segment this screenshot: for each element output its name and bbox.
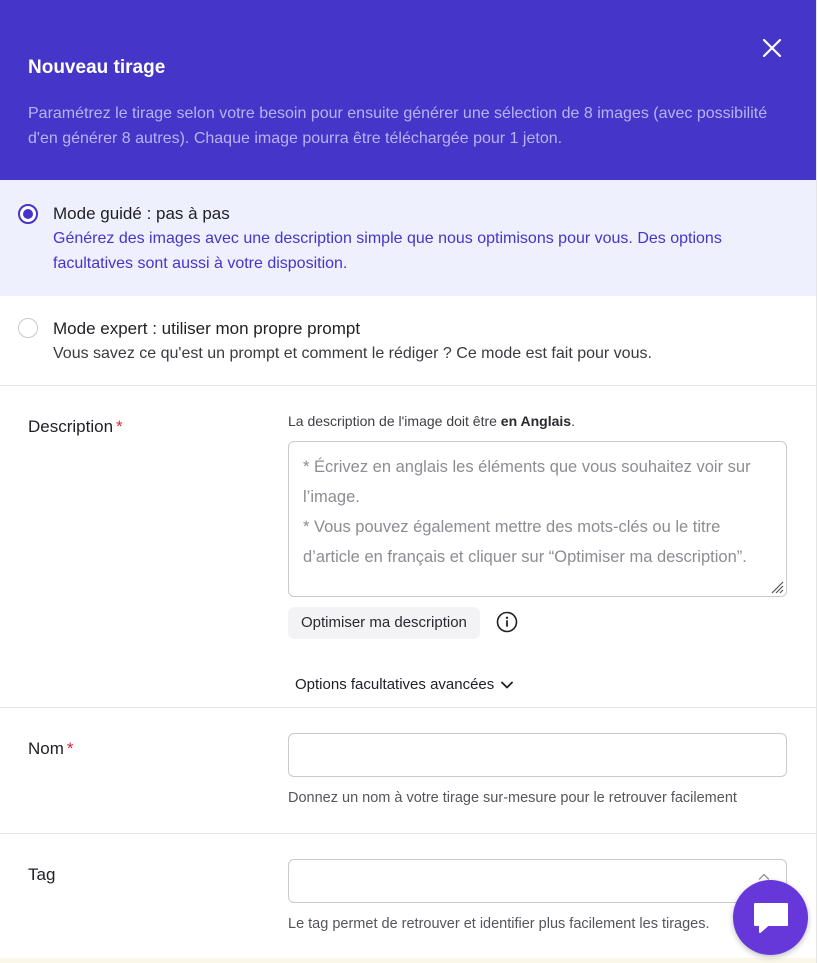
mode-guided-title: Mode guidé : pas à pas (53, 204, 230, 223)
advanced-options-label: Options facultatives avancées (295, 676, 495, 693)
chat-bubble-icon (751, 900, 791, 936)
name-help: Donnez un nom à votre tirage sur-mesure pour le retrouver facilement (288, 790, 737, 806)
modal-header (0, 0, 817, 180)
modal-title: Nouveau tirage (28, 57, 166, 78)
modal-description: Paramétrez le tirage selon votre besoin pour ensuite générer une sélection de 8 images (avec possibilité d'en générer 8 autres). Chaque image pourra être téléchargée pour 1 jeton. (28, 105, 768, 147)
mode-expert-radio[interactable] (18, 318, 38, 338)
description-placeholder-line2: * Vous pouvez également mettre des mots-clés ou le titre d’article en français et cliquer sur “Optimiser ma description”. (303, 518, 747, 566)
required-mark: * (116, 417, 123, 436)
resize-grip-icon[interactable] (770, 580, 784, 594)
name-label: Nom * (28, 739, 74, 758)
footer-strip (0, 958, 817, 963)
mode-expert-description: Vous savez ce qu'est un prompt et comment le rédiger ? Ce mode est fait pour vous. (53, 345, 652, 362)
name-input[interactable] (288, 733, 787, 777)
description-textarea[interactable] (288, 441, 787, 597)
description-placeholder-line1: * Écrivez en anglais les éléments que vous souhaitez voir sur l’image. (303, 458, 751, 506)
mode-guided-description: Générez des images avec une description simple que nous optimisons pour vous. Des options facultatives sont aussi à votre disposition. (53, 230, 722, 272)
tag-select[interactable] (288, 859, 787, 903)
tag-help: Le tag permet de retrouver et identifier plus facilement les tirages. (288, 916, 710, 932)
close-icon (758, 34, 786, 62)
description-label: Description * (28, 417, 123, 436)
mode-expert-title: Mode expert : utiliser mon propre prompt (53, 319, 361, 338)
info-icon[interactable] (496, 611, 518, 633)
required-mark: * (66, 739, 74, 758)
description-hint: La description de l'image doit être en Anglais. (288, 413, 575, 429)
description-hint-language: en Anglais (500, 413, 572, 429)
chevron-down-icon (500, 678, 514, 692)
mode-expert-option[interactable] (0, 296, 817, 386)
close-button[interactable] (758, 34, 786, 62)
mode-guided-radio[interactable] (18, 204, 38, 224)
tag-label: Tag (28, 865, 56, 884)
chat-button[interactable] (733, 880, 808, 955)
section-divider (0, 707, 817, 708)
mode-guided-option[interactable] (0, 180, 817, 296)
optimize-description-button[interactable]: Optimiser ma description (288, 607, 480, 639)
section-divider (0, 833, 817, 834)
advanced-options-toggle[interactable] (295, 676, 514, 693)
